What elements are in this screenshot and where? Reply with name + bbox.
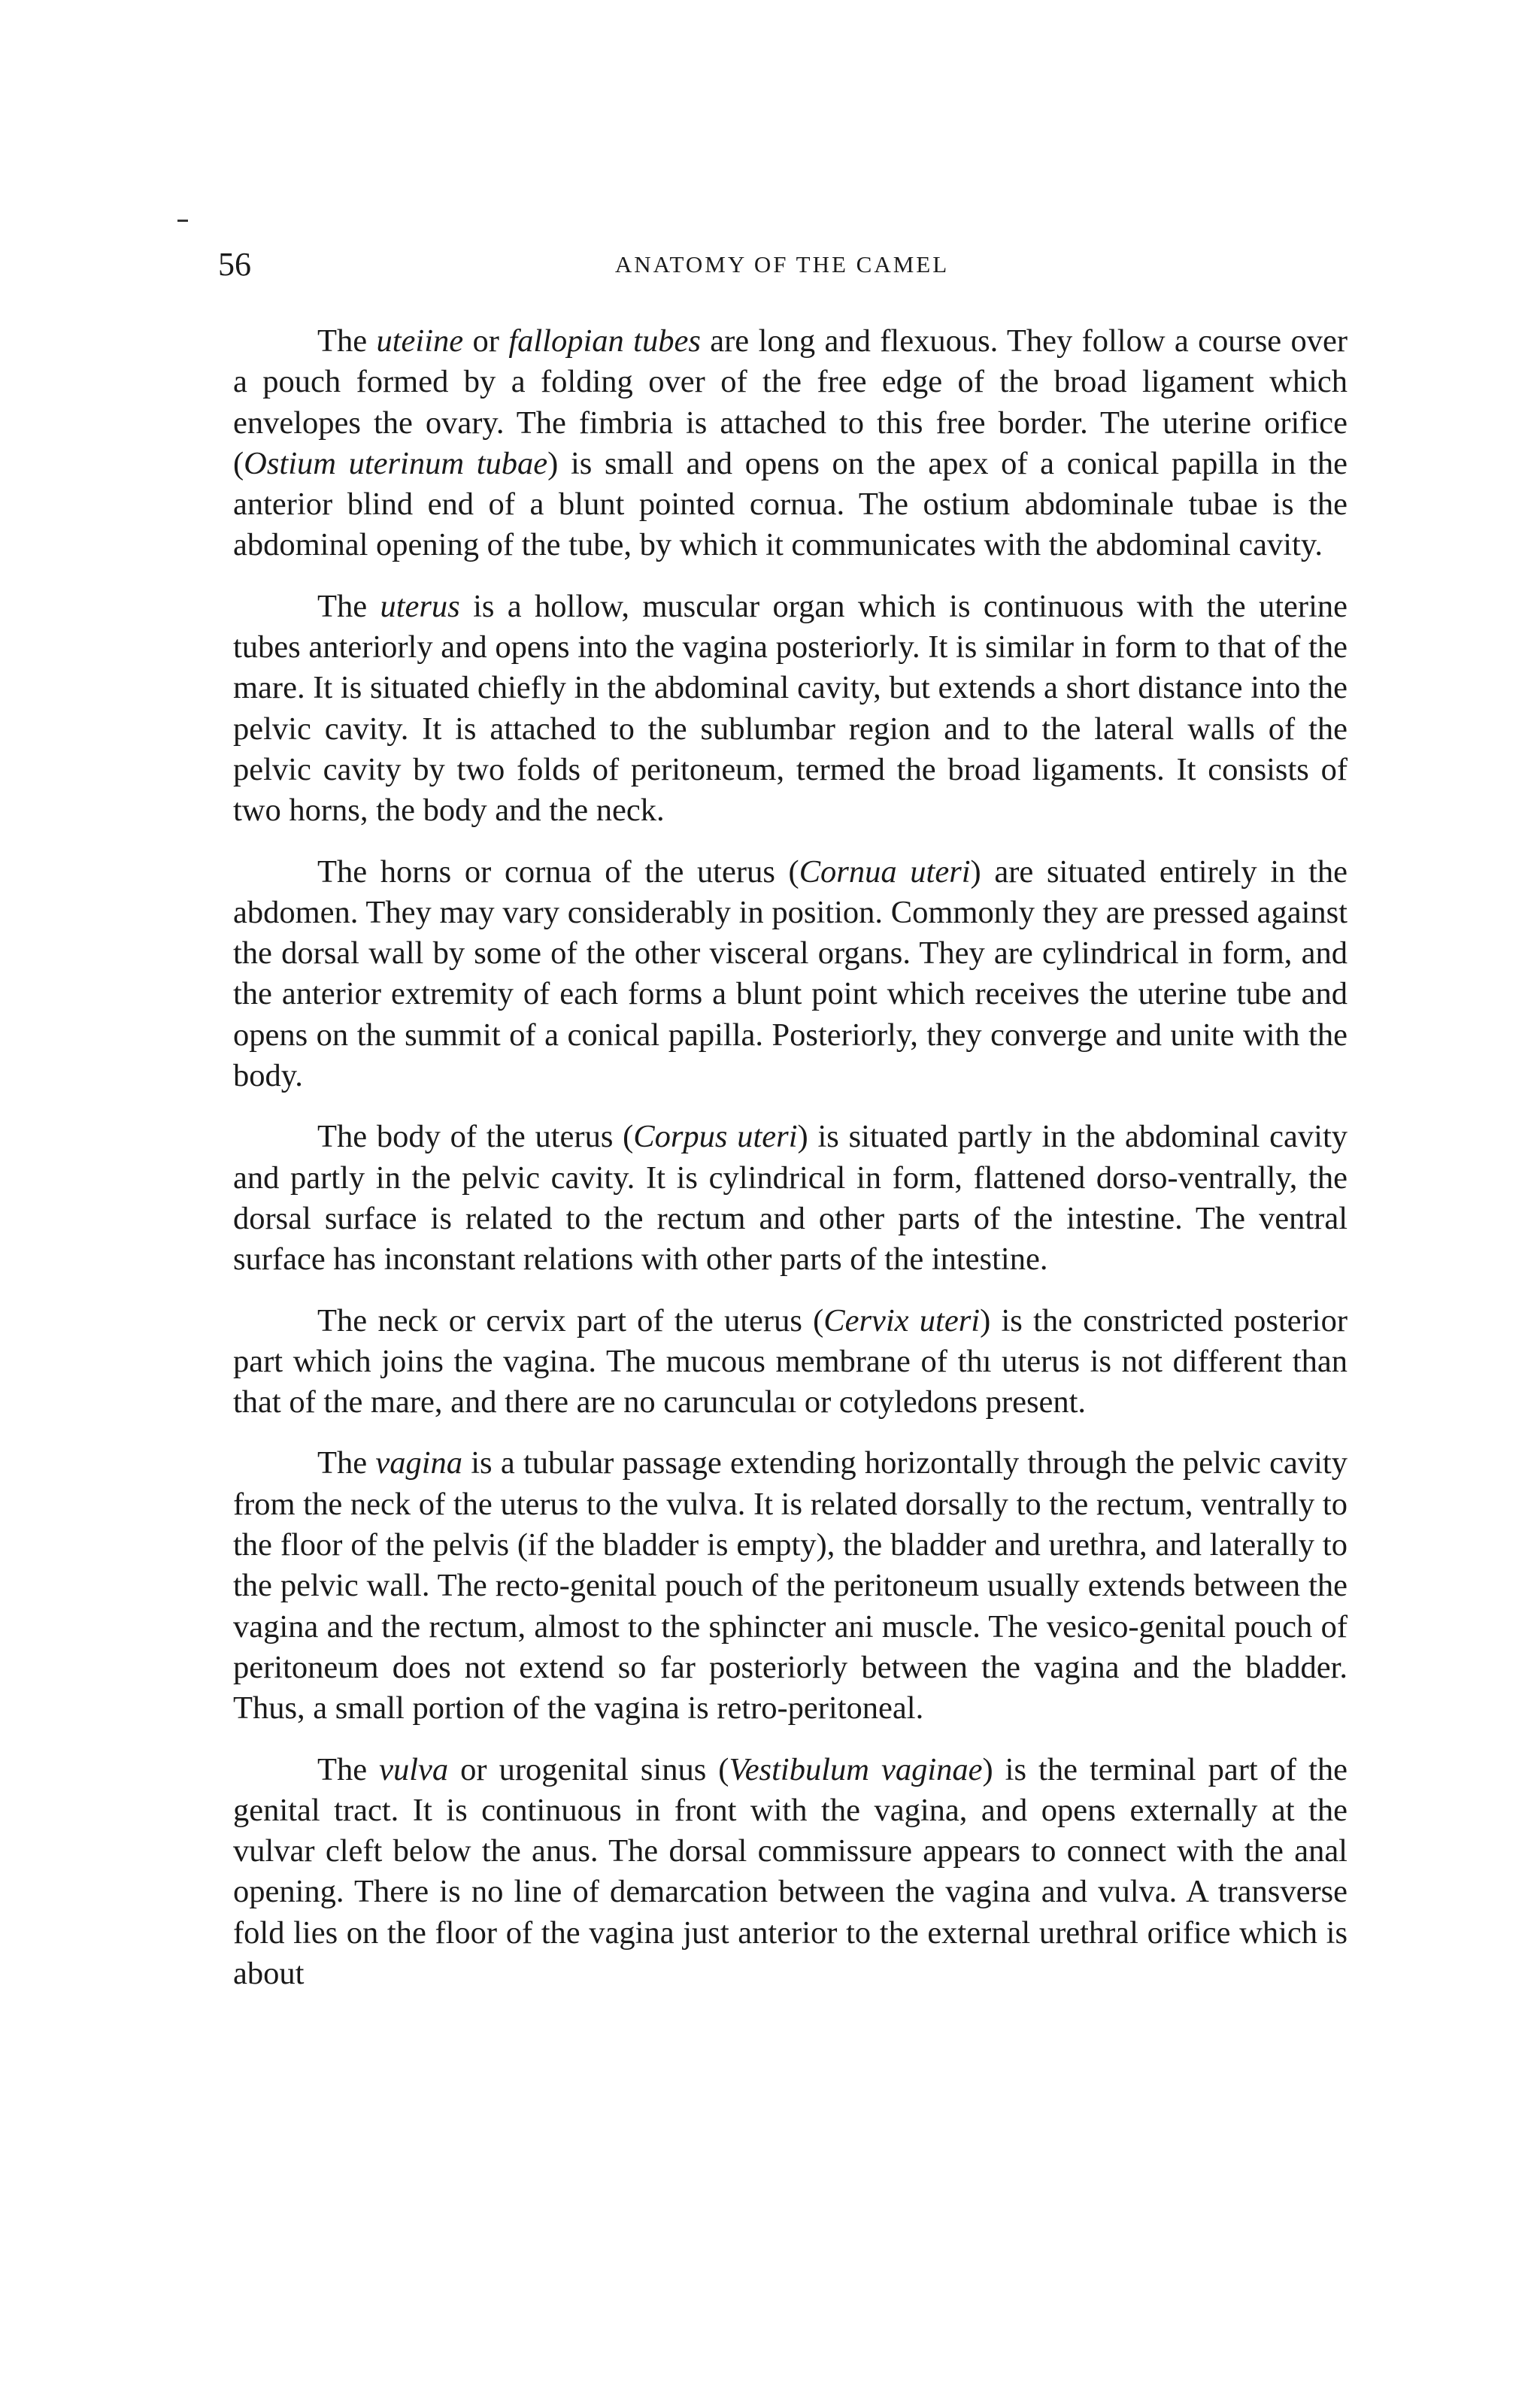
margin-mark: [177, 220, 188, 222]
text-segment: The horns or cornua of the uterus (: [317, 853, 799, 890]
italic-term: vulva: [379, 1751, 449, 1787]
text-segment: is a tubular passage extending horizontally through the pelvic cavity from the neck of the uterus to the vulva. It is related dorsally to the rectum, ventrally to the floor of the pelvis (if the bladder is empty), the bladder and urethra, and laterally to the pelvic wall. The recto-genital pouch of the peritoneum usually extends between the vagina and the rectum, almost to the sphincter ani muscle. The vesico-genital pouch of peritoneum does not extend so far posteriorly between the vagina and the bladder. Thus, a small portion of the vagina is retro-peritoneal.: [233, 1445, 1348, 1726]
paragraph: [233, 321, 1348, 566]
italic-term: Cervix uteri: [823, 1302, 981, 1338]
italic-term: fallopian tubes: [508, 323, 701, 359]
page-header: [218, 242, 1346, 287]
text-segment: ) is small and opens on the apex of a conical papilla in the anterior blind end of a blunt pointed cornua. The ostium abdominale tubae is the abdominal opening of the tube, by which it communicates with the abdominal cavity.: [233, 445, 1348, 563]
text-segment: The: [317, 1445, 376, 1481]
page-number: 56: [218, 246, 251, 283]
text-segment: The: [317, 1751, 380, 1787]
text-segment: The body of the uterus (: [317, 1119, 634, 1155]
body-text: [233, 321, 1348, 1994]
paragraph: [233, 1443, 1348, 1729]
italic-term: uterus: [380, 588, 460, 624]
italic-term: Ostium uterinum tubae: [244, 445, 548, 481]
text-segment: ) are situated entirely in the abdomen. They may vary considerably in position. Commonly they are pressed against the dorsal wall by some of the other visceral organs. They are cylindrical in form, and the anterior extremity of each forms a blunt point which receives the uterine tube and opens on the summit of a conical papilla. Posteriorly, they converge and unite with the body.: [233, 853, 1348, 1094]
text-segment: or urogenital sinus (: [448, 1751, 729, 1787]
text-segment: ) is the constricted posterior part which joins the vagina. The mucous membrane of thı uterus is not different than that of the mare, and there are no carunculaı or cotyledons present.: [233, 1302, 1348, 1420]
paragraph: [233, 1301, 1348, 1423]
italic-term: vagina: [375, 1445, 462, 1481]
paragraph: [233, 1117, 1348, 1280]
italic-term: Corpus uteri: [633, 1119, 798, 1155]
paragraph: [233, 587, 1348, 832]
paragraph: [233, 852, 1348, 1097]
paragraph: [233, 1750, 1348, 1995]
text-segment: ) is situated partly in the abdominal cavity and partly in the pelvic cavity. It is cylindrical in form, flattened dorso-ventrally, the dorsal surface is related to the rectum and other parts of the intestine. The ventral surface has inconstant relations with other parts of the intestine.: [233, 1119, 1348, 1278]
italic-term: Cornua uteri: [799, 853, 971, 890]
text-segment: The: [317, 323, 377, 359]
italic-term: Vestibulum vaginae: [729, 1751, 983, 1787]
text-segment: The: [317, 588, 380, 624]
italic-term: uteiine: [376, 323, 464, 359]
text-segment: ) is the terminal part of the genital tract. It is continuous in front with the vagina, and opens externally at the vulvar cleft below the anus. The dorsal commissure appears to connect with the anal opening. There is no line of demarcation between the vagina and vulva. A transverse fold lies on the floor of the vagina just anterior to the external urethral orifice which is about: [233, 1751, 1348, 1991]
running-head: ANATOMY OF THE CAMEL: [614, 251, 950, 277]
text-segment: are long and flexuous. They follow a course over a pouch formed by a folding over of the free edge of the broad ligament which envelopes the ovary. The fimbria is attached to this free border. The uterine orifice (: [233, 323, 1348, 481]
text-segment: The neck or cervix part of the uterus (: [317, 1302, 824, 1338]
text-segment: or: [463, 323, 509, 359]
text-segment: is a hollow, muscular organ which is continuous with the uterine tubes anteriorly and opens into the vagina posteriorly. It is similar in form to that of the mare. It is situated chiefly in the abdominal cavity, but extends a short distance into the pelvic cavity. It is attached to the sublumbar region and to the lateral walls of the pelvic cavity by two folds of peritoneum, termed the broad ligaments. It consists of two horns, the body and the neck.: [233, 588, 1348, 829]
